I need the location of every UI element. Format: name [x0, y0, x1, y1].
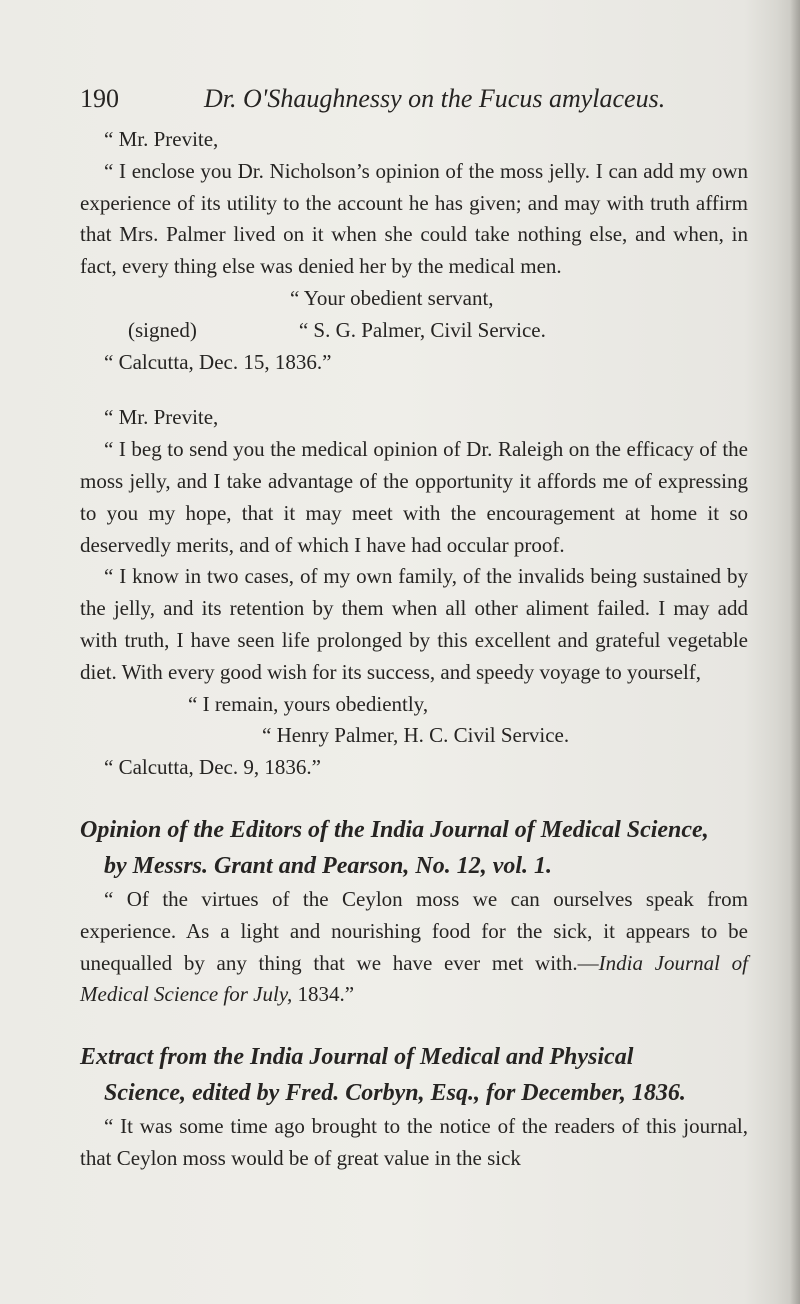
section-1-citation-year: 1834.” — [292, 982, 355, 1007]
section-2-heading-line-2: Science, edited by Fred. Corbyn, Esq., for December, 1836. — [104, 1080, 686, 1107]
letter-1-signer: “ S. G. Palmer, Civil Service. — [298, 317, 546, 342]
signed-label: (signed) — [128, 317, 197, 342]
section-1-quote — [80, 884, 748, 1011]
letter-2 — [80, 402, 748, 784]
section-1-heading-line-1: Opinion of the Editors of the India Journal of Medical Science, — [80, 816, 709, 843]
section-editors-opinion — [80, 812, 748, 1011]
letter-2-closing: “ I remain, yours obediently, — [188, 691, 429, 716]
section-extract — [80, 1039, 748, 1175]
letter-2-salutation: “ Mr. Previte, — [104, 405, 219, 430]
section-2-quote: “ It was some time ago brought to the notice of the readers of this journal, that Ceylon moss would be of great value in the sick — [80, 1114, 748, 1170]
spacer — [80, 1011, 748, 1039]
running-title: Dr. O'Shaughnessy on the Fucus amylaceus. — [204, 84, 666, 113]
section-2-heading — [80, 1039, 748, 1111]
section-2-heading-line-1: Extract from the India Journal of Medical and Physical — [80, 1044, 634, 1071]
letter-1-salutation: “ Mr. Previte, — [104, 127, 219, 151]
section-1-citation: India Journal of Medical Science for July, — [80, 950, 748, 1007]
page-header — [80, 84, 748, 124]
section-1-heading-line-2: by Messrs. Grant and Pearson, No. 12, vol. 1. — [104, 852, 553, 879]
page-body — [80, 124, 748, 1175]
spacer — [80, 378, 748, 402]
spacer — [80, 784, 748, 812]
letter-1-closing: “ Your obedient servant, — [290, 285, 494, 310]
letter-2-dateline: “ Calcutta, Dec. 9, 1836.” — [104, 755, 321, 780]
letter-2-signer: “ Henry Palmer, H. C. Civil Service. — [262, 723, 570, 748]
page-number: 190 — [80, 84, 119, 113]
letter-1-signature-line — [128, 315, 748, 347]
letter-1 — [80, 124, 748, 378]
letter-1-body: “ I enclose you Dr. Nicholson’s opinion of the moss jelly. I can add my own experience of its utility to the account he has given; and may with truth affirm that Mrs. Palmer lived on it when she could take nothing else, and when, in fact, every thing else was denied her by the medical men. — [80, 158, 748, 279]
letter-1-dateline: “ Calcutta, Dec. 15, 1836.” — [104, 349, 332, 374]
section-1-quote-text: “ Of the virtues of the Ceylon moss we can ourselves speak from experience. As a light and nourishing food for the sick, it appears to be unequalled by any thing that we have ever met with.— — [80, 886, 748, 975]
letter-2-paragraph-2: “ I know in two cases, of my own family, of the invalids being sustained by the jelly, and its retention by them when all other aliment failed. I may add with truth, I have seen life prolonged by this excellent and grateful vegetable diet. With every good wish for its success, and speedy voyage to yourself, — [80, 564, 748, 684]
section-1-heading — [80, 812, 748, 884]
letter-2-paragraph-1: “ I beg to send you the medical opinion of Dr. Raleigh on the efficacy of the moss jelly, and I take advantage of the opportunity it affords me of expressing to you my hope, that it may meet with the encouragement at home it so deservedly merits, and of which I have had occular proof. — [80, 437, 748, 557]
page-spine-shadow — [790, 0, 800, 1304]
